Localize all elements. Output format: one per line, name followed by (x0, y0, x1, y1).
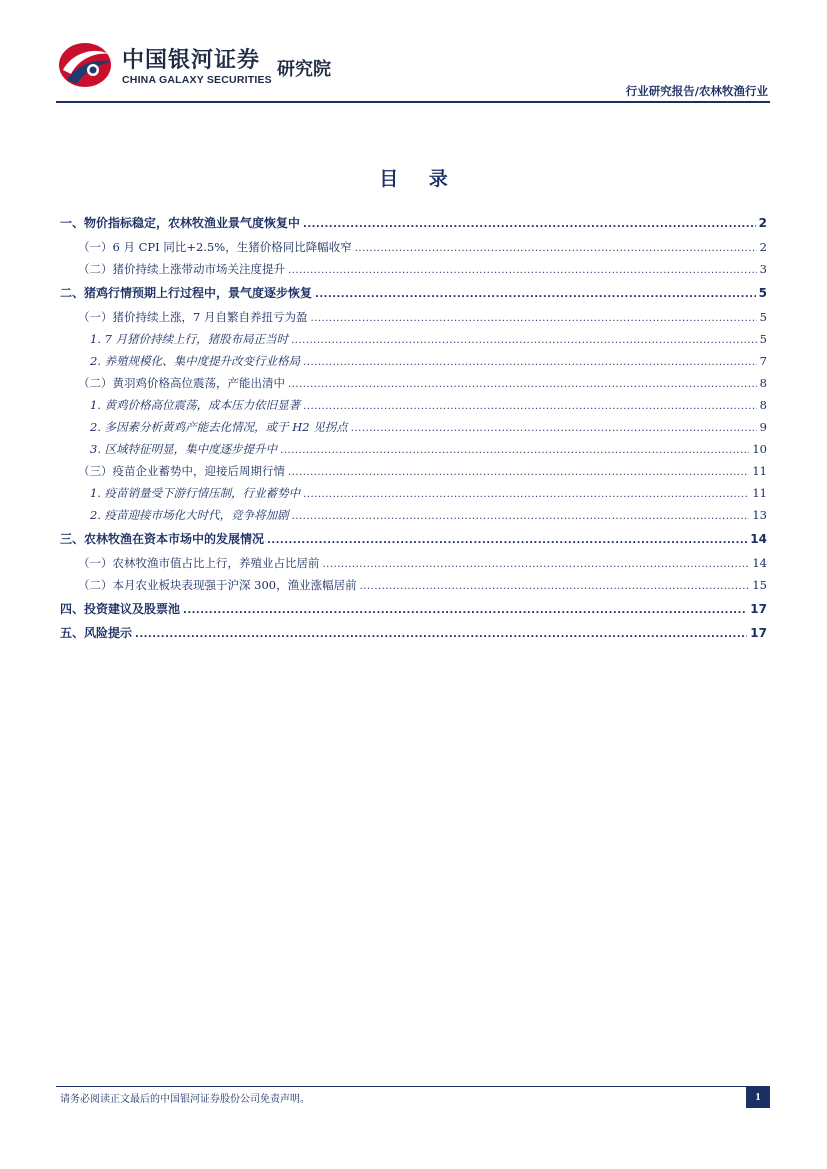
toc-entry-label: （二）本月农业板块表现强于沪深 300，渔业涨幅居前 (78, 578, 357, 592)
toc-entry-page: 5 (759, 310, 767, 324)
toc-entry-label: 二、猪鸡行情预期上行过程中，景气度逐步恢复 (60, 286, 313, 300)
toc-entry-page: 8 (759, 398, 767, 412)
report-type-label: 行业研究报告/农林牧渔行业 (625, 84, 768, 98)
toc-entry-label: 四、投资建议及股票池 (60, 602, 181, 616)
toc-entry-label: 1. 黄鸡价格高位震荡，成本压力依旧显著 (90, 398, 301, 412)
toc-entry[interactable] (60, 460, 767, 482)
galaxy-logo-icon (57, 40, 113, 90)
toc-entry[interactable] (60, 394, 767, 416)
footer-divider (56, 1086, 770, 1087)
header-divider (56, 101, 770, 103)
toc-leader-dots (303, 484, 749, 506)
toc-leader-dots (303, 396, 757, 418)
toc-entry-label: （一）6 月 CPI 同比+2.5%，生猪价格同比降幅收窄 (78, 240, 352, 254)
toc-leader-dots (303, 352, 757, 374)
toc-entry[interactable] (60, 212, 767, 234)
toc-entry-label: 2. 多因素分析黄鸡产能去化情况，或于 H2 见拐点 (90, 420, 348, 434)
toc-leader-dots (183, 600, 747, 622)
toc-entry-page: 11 (752, 486, 767, 500)
toc-entry-page: 17 (750, 602, 767, 616)
toc-entry-label: （二）黄羽鸡价格高位震荡，产能出清中 (78, 376, 285, 390)
toc-entry-label: 2. 疫苗迎接市场化大时代，竞争将加剧 (90, 508, 289, 522)
toc-entry[interactable] (60, 258, 767, 280)
toc-entry[interactable] (60, 438, 767, 460)
toc-entry-label: （二）猪价持续上涨带动市场关注度提升 (78, 262, 285, 276)
toc-leader-dots (135, 624, 747, 646)
toc-entry-page: 10 (752, 442, 767, 456)
toc-entry[interactable] (60, 598, 767, 620)
toc-entry-label: （三）疫苗企业蓄势中，迎接后周期行情 (78, 464, 285, 478)
toc-entry[interactable] (60, 504, 767, 526)
toc-entry-page: 3 (759, 262, 767, 276)
toc-entry[interactable] (60, 482, 767, 504)
toc-entry[interactable] (60, 574, 767, 596)
toc-leader-dots (288, 462, 749, 484)
toc-entry-label: 1. 疫苗销量受下游行情压制，行业蓄势中 (90, 486, 301, 500)
toc-leader-dots (310, 308, 756, 330)
toc-entry-page: 17 (750, 626, 767, 640)
toc-entry-page: 2 (759, 240, 767, 254)
toc-entry[interactable] (60, 622, 767, 644)
toc-entry-page: 11 (752, 464, 767, 478)
toc-leader-dots (292, 506, 750, 528)
toc-entry[interactable] (60, 372, 767, 394)
table-of-contents (60, 210, 767, 646)
toc-entry[interactable] (60, 306, 767, 328)
toc-entry-page: 5 (759, 332, 767, 346)
toc-entry-page: 14 (750, 532, 767, 546)
toc-entry-page: 5 (758, 286, 767, 300)
toc-entry[interactable] (60, 350, 767, 372)
toc-leader-dots (280, 440, 749, 462)
toc-entry-page: 8 (759, 376, 767, 390)
toc-entry-label: 1. 7 月猪价持续上行，猪股布局正当时 (90, 332, 289, 346)
toc-entry-label: 3. 区域特征明显，集中度逐步提升中 (90, 442, 278, 456)
toc-leader-dots (323, 554, 750, 576)
toc-entry[interactable] (60, 552, 767, 574)
toc-leader-dots (267, 530, 747, 552)
toc-leader-dots (291, 330, 757, 352)
toc-leader-dots (303, 214, 756, 236)
toc-entry[interactable] (60, 236, 767, 258)
toc-leader-dots (360, 576, 750, 598)
toc-entry-page: 13 (752, 508, 767, 522)
institute-label: 研究院 (277, 59, 331, 80)
toc-leader-dots (355, 238, 757, 260)
toc-entry-label: 三、农林牧渔在资本市场中的发展情况 (60, 532, 265, 546)
toc-entry-page: 15 (752, 578, 767, 592)
toc-entry[interactable] (60, 416, 767, 438)
toc-leader-dots (288, 260, 757, 282)
toc-entry[interactable] (60, 528, 767, 550)
toc-entry-page: 2 (758, 216, 767, 230)
page-number-badge: 1 (746, 1086, 770, 1108)
toc-entry-label: 五、风险提示 (60, 626, 133, 640)
toc-entry-page: 14 (752, 556, 767, 570)
toc-entry-label: 一、物价指标稳定，农林牧渔业景气度恢复中 (60, 216, 301, 230)
toc-entry[interactable] (60, 328, 767, 350)
toc-leader-dots (351, 418, 757, 440)
toc-entry-page: 7 (759, 354, 767, 368)
toc-title: 目 录 (379, 168, 460, 190)
toc-leader-dots (315, 284, 756, 306)
toc-entry-label: （一）猪价持续上涨，7 月自繁自养扭亏为盈 (78, 310, 308, 324)
brand-name-en: CHINA GALAXY SECURITIES (122, 74, 272, 86)
toc-entry-page: 9 (759, 420, 767, 434)
toc-leader-dots (288, 374, 757, 396)
disclaimer-text: 请务必阅读正文最后的中国银河证券股份公司免责声明。 (60, 1094, 310, 1105)
toc-entry-label: （一）农林牧渔市值占比上行，养殖业占比居前 (78, 556, 320, 570)
brand-name-cn: 中国银河证券 (122, 48, 261, 73)
toc-entry[interactable] (60, 282, 767, 304)
toc-entry-label: 2. 养殖规模化、集中度提升改变行业格局 (90, 354, 301, 368)
